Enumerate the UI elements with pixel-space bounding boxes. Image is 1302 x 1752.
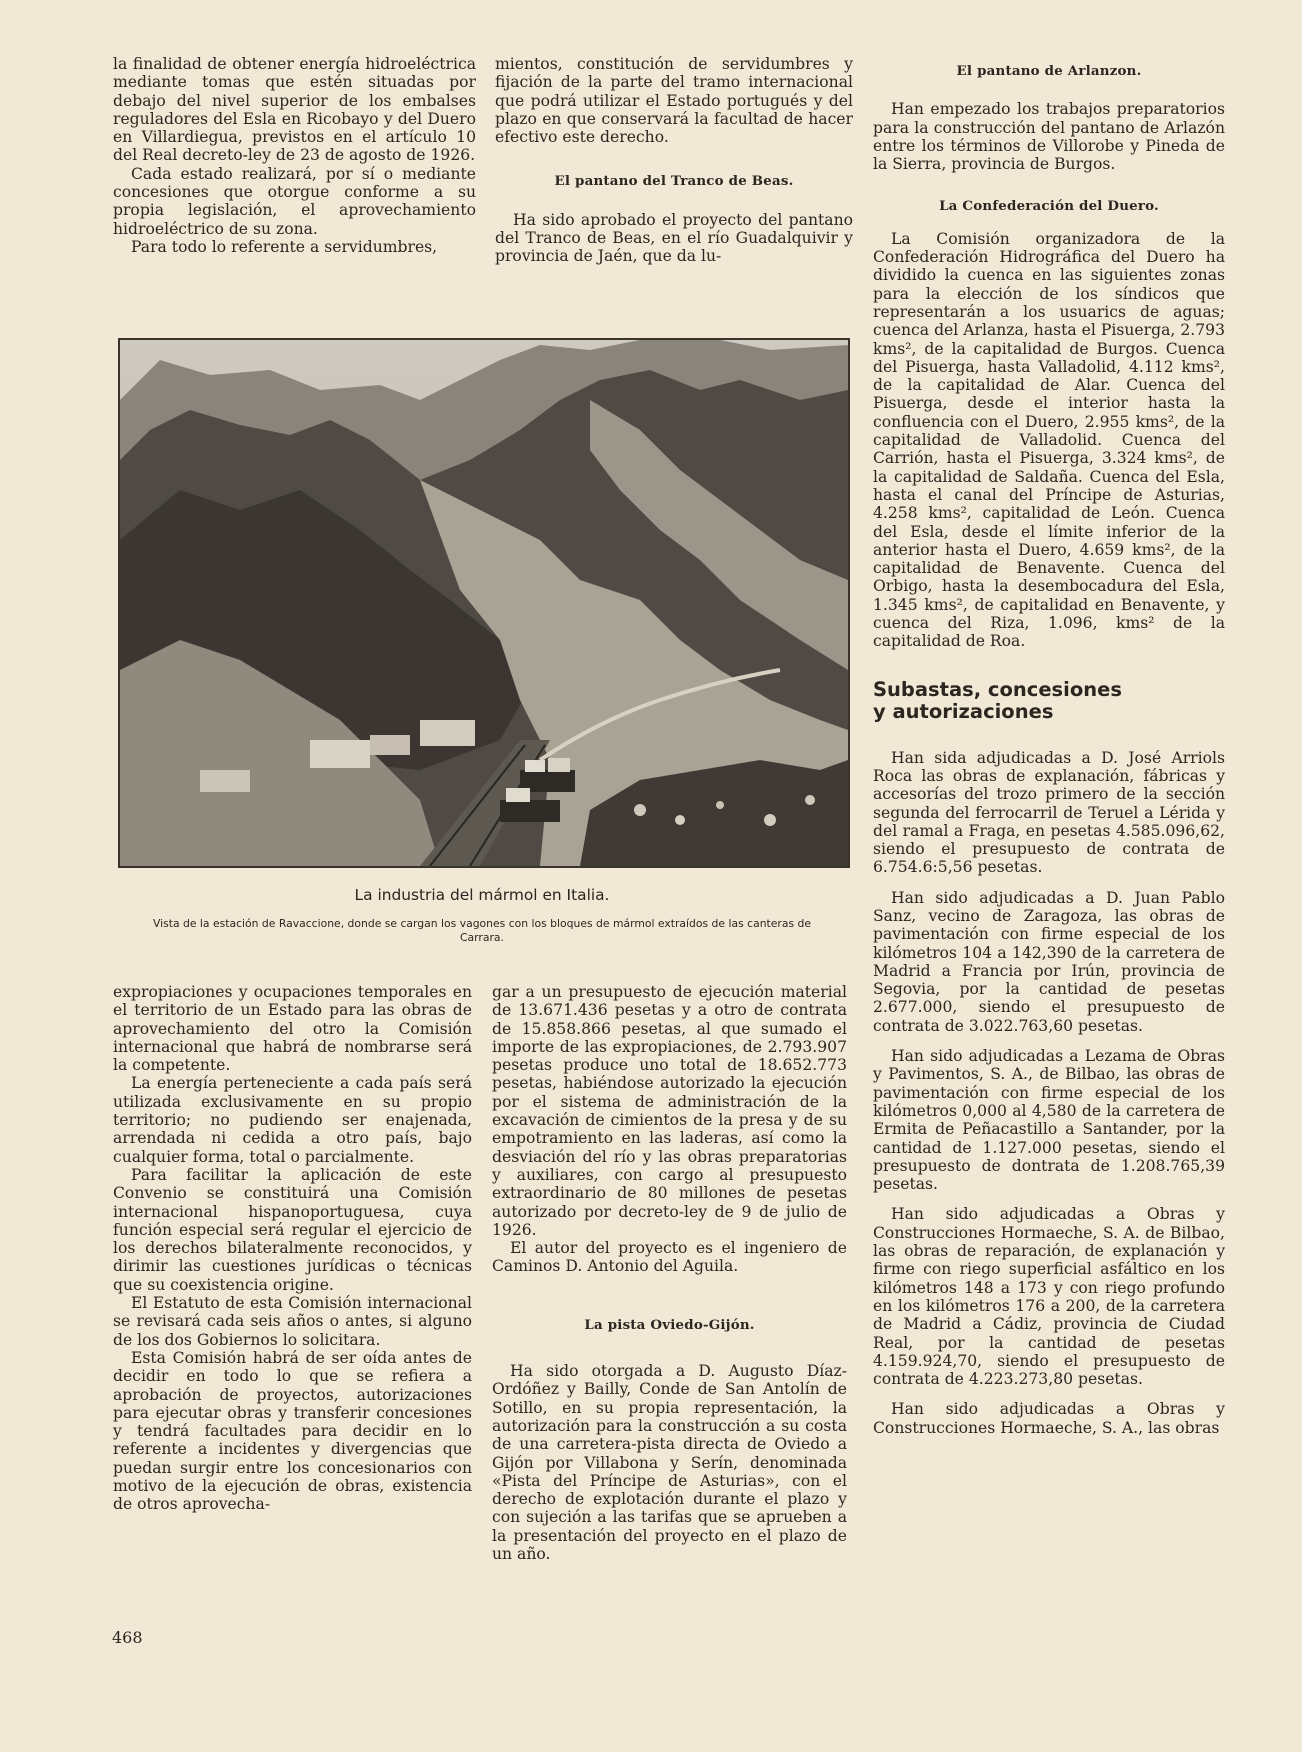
column-3: [873, 62, 1225, 1437]
page-number: 468: [112, 1628, 143, 1647]
section-title: [873, 679, 1225, 723]
quarry-photograph: [118, 338, 850, 868]
paragraph: El Estatuto de esta Comisión internacional se revisará cada seis años o antes, si alguno de los dos Gobiernos lo solicitara.: [113, 1294, 472, 1349]
paragraph: El autor del proyecto es el ingeniero de Caminos D. Antonio del Aguila.: [492, 1239, 847, 1276]
paragraph: Han sido adjudicadas a Obras y Construcciones Hormaeche, S. A., las obras: [873, 1400, 1225, 1437]
column-2-top: [495, 55, 853, 266]
photo-caption-title: La industria del mármol en Italia.: [354, 886, 610, 904]
paragraph: expropiaciones y ocupaciones temporales en el territorio de un Estado para las obras de aprovechamiento del otro la Comisión internacional que habrá de nombrarse será la competente.: [113, 983, 472, 1075]
paragraph: Cada estado realizará, por sí o mediante concesiones que otorgue conforme a su propia legislación, el aprovechamiento hidroeléctrico de su zona.: [113, 164, 476, 238]
section-heading: La pista Oviedo-Gijón.: [584, 1316, 755, 1333]
quarry-photo-illustration: [120, 340, 848, 866]
column-1-top: [113, 55, 476, 256]
paragraph: Han sida adjudicadas a D. José Arriols Roca las obras de explanación, fábricas y accesorías del trozo primero de la sección segunda del ferrocarril de Teruel a Lérida y del ramal a Fraga, en pesetas 4.585.096,62, siendo el presupuesto de contrata de 6.754.6:5,56 pesetas.: [873, 748, 1225, 877]
paragraph: Han sido adjudicadas a Obras y Construcciones Hormaeche, S. A. de Bilbao, las obras de reparación, de explanación y firme con riego superficial asfáltico en los kilómetros 148 a 173 y con riego profundo en los kilómetros 176 a 200, de la carretera de Madrid a Cádiz, provincia de Ciudad Real, por la cantidad de pesetas 4.159.924,70, siendo el presupuesto de contrata de 4.223.273,80 pesetas.: [873, 1205, 1225, 1389]
paragraph: Esta Comisión habrá de ser oída antes de decidir en todo lo que se refiera a aprobación de proyectos, autorizaciones para ejecutar obras y transferir concesiones y tendrá facultades para decidir en lo referente a incidentes y divergencias que puedan surgir entre los concesionarios con motivo de la ejecución de obras, existencia de otros aprovecha-: [113, 1348, 472, 1514]
section-heading: El pantano del Tranco de Beas.: [554, 173, 794, 190]
section-heading: La Confederación del Duero.: [939, 198, 1159, 215]
paragraph: Han sido adjudicadas a D. Juan Pablo Sanz, vecino de Zaragoza, las obras de pavimentación con firme especial de los kilómetros 104 a 142,390 de la carretera de Madrid a Francia por Irún, provincia de Segovia, por la cantidad de pesetas 2.677.000, siendo el presupuesto de contrata de 3.022.763,60 pesetas.: [873, 888, 1225, 1035]
paragraph: Han sido adjudicadas a Lezama de Obras y Pavimentos, S. A., de Bilbao, las obras de pavimentación con firme especial de los kilómetros 0,000 al 4,580 de la carretera de Ermita de Peñacastillo a Santander, por la cantidad de 1.127.000 pesetas, siendo el presupuesto de dontrata de 1.208.765,39 pesetas.: [873, 1047, 1225, 1194]
photo-caption-subtitle: Vista de la estación de Ravaccione, donde se cargan los vagones con los bloques de mármol extraídos de las canteras de Carrara.: [152, 917, 812, 944]
paragraph: Ha sido otorgada a D. Augusto Díaz-Ordóñez y Bailly, Conde de San Antolín de Sotillo, en su propia representación, la autorización para la construcción a su costa de una carretera-pista directa de Oviedo a Gijón por Villabona y Serín, denominada «Pista del Príncipe de Asturias», con el derecho de explotación durante el plazo y con sujeción a las tarifas que se aprueben a la presentación del proyecto en el plazo de un año.: [492, 1362, 847, 1564]
section-title-line: y autorizaciones: [873, 699, 1054, 723]
section-heading: El pantano de Arlanzon.: [956, 63, 1142, 79]
paragraph: gar a un presupuesto de ejecución material de 13.671.436 pesetas y a otro de contrata de 15.858.866 pesetas, al que sumado el importe de las expropiaciones, de 2.793.907 pesetas produce uno total de 18.652.773 pesetas, habiéndose autorizado la ejecución por el sistema de administración de la excavación de cimientos de la presa y de su empotramiento en las laderas, así como la desviación del río y las obras preparatorias y auxiliares, con cargo al presupuesto extraordinario de 80 millones de pesetas autorizado por decreto-ley de 9 de julio de 1926.: [492, 983, 847, 1239]
section-title-line: Subastas, concesiones: [873, 677, 1122, 701]
column-1-bottom: [113, 983, 472, 1514]
paragraph: Han empezado los trabajos preparatorios para la construcción del pantano de Arlazón entre los términos de Villorobe y Pineda de la Sierra, provincia de Burgos.: [873, 100, 1225, 174]
paragraph: mientos, constitución de servidumbres y fijación de la parte del tramo internacional que podrá utilizar el Estado portugués y del plazo en que conservará la facultad de hacer efectivo este derecho.: [495, 55, 853, 147]
paragraph: La energía perteneciente a cada país será utilizada exclusivamente en su propio territorio; no pudiendo ser enajenada, arrendada ni cedida a otro país, bajo cualquier forma, total o parcialmente.: [113, 1074, 472, 1166]
paragraph: La Comisión organizadora de la Confederación Hidrográfica del Duero ha dividido la cuenca en las siguientes zonas para la elección de los síndicos que representarán a los usuarics de aguas; cuenca del Arlanza, hasta el Pisuerga, 2.793 kms², de la capitalidad de Burgos. Cuenca del Pisuerga, hasta Valladolid, 4.112 kms², de la capitalidad de Alar. Cuenca del Pisuerga, desde el interior hasta la confluencia con el Duero, 2.955 kms², de la capitalidad de Valladolid. Cuenca del Carrión, hasta el Pisuerga, 3.324 kms², de la capitalidad de Saldaña. Cuenca del Esla, hasta el canal del Príncipe de Asturias, 4.258 kms², capitalidad de León. Cuenca del Esla, desde el límite inferior de la anterior hasta el Duero, 4.659 kms², de la capitalidad de Benavente. Cuenca del Orbigo, hasta la desembocadura del Esla, 1.345 kms², de capitalidad en Benavente, y cuenca del Riza, 1.096, kms² de la capitalidad de Roa.: [873, 229, 1225, 651]
paragraph: la finalidad de obtener energía hidroeléctrica mediante tomas que estén situadas por debajo del nivel superior de los embalses reguladores del Esla en Ricobayo y del Duero en Villardiegua, previstos en el artículo 10 del Real decreto-ley de 23 de agosto de 1926.: [113, 55, 476, 165]
paragraph: Para todo lo referente a servidumbres,: [131, 237, 438, 256]
paragraph: Ha sido aprobado el proyecto del pantano del Tranco de Beas, en el río Guadalquivir y provincia de Jaén, que da lu-: [495, 210, 853, 266]
column-2-bottom: [492, 983, 847, 1563]
paragraph: Para facilitar la aplicación de este Convenio se constituirá una Comisión internacional hispanoportuguesa, cuya función especial será regular el ejercicio de los derechos bilateralmente reconocidos, y dirimir las cuestiones jurídicas o técnicas que su coexistencia origine.: [113, 1165, 472, 1294]
